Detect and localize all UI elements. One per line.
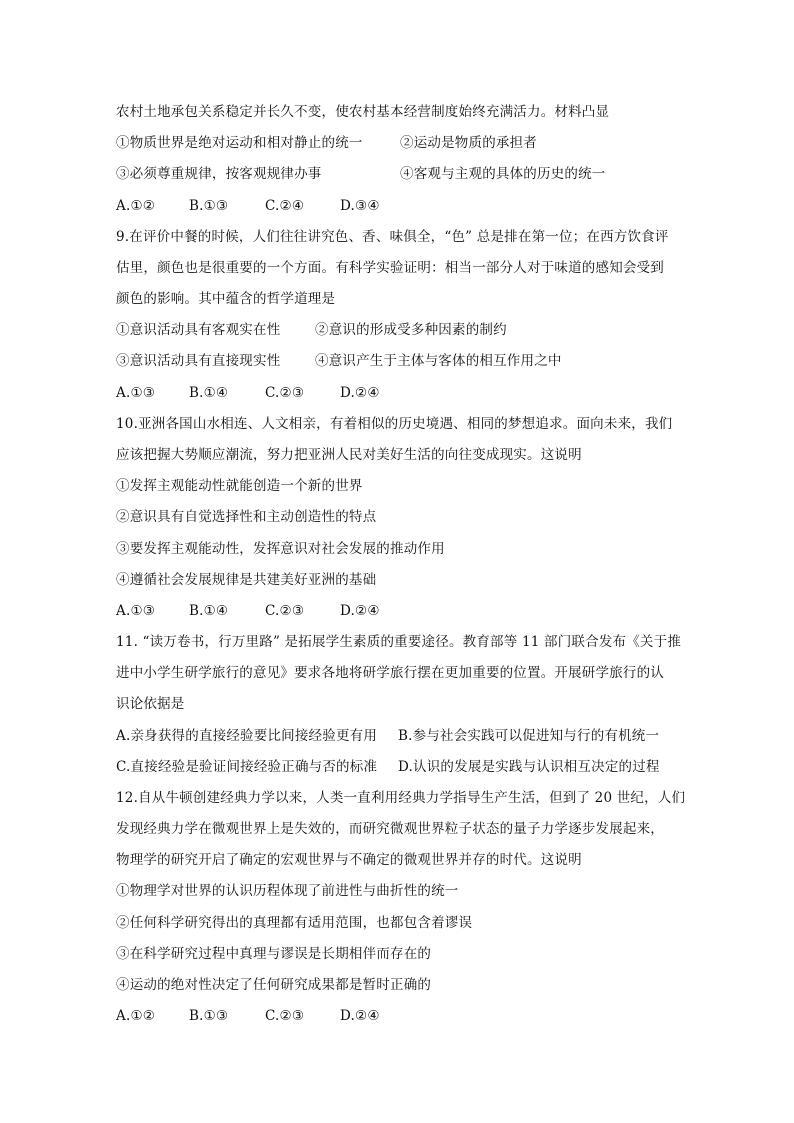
q9-statement-1: ①意识活动具有客观实在性 xyxy=(116,322,281,338)
q10-option-c: C.②③ xyxy=(265,603,305,619)
q11-option-c: C.直接经验是验证间接经验正确与否的标准 xyxy=(116,759,378,775)
q10-statement-1: ①发挥主观能动性就能创造一个新的世界 xyxy=(116,478,363,494)
q12-option-d: D.②④ xyxy=(340,1008,380,1024)
q10-statement-2: ②意识具有自觉选择性和主动创造性的特点 xyxy=(116,509,377,525)
q10-stem-line-1: 10.亚洲各国山水相连、人文相亲，有着相似的历史境遇、相同的梦想追求。面向未来，我们 xyxy=(116,416,673,432)
q10-option-a: A.①③ xyxy=(116,603,156,619)
q11-option-d: D.认识的发展是实践与认识相互决定的过程 xyxy=(398,759,660,775)
q12-stem-line-1: 12.自从牛顿创建经典力学以来，人类一直利用经典力学指导生产生活，但到了 20 世纪，人们 xyxy=(116,790,686,806)
q12-statement-1: ①物理学对世界的认识历程体现了前进性与曲折性的统一 xyxy=(116,883,459,899)
q9-statement-2: ②意识的形成受多种因素的制约 xyxy=(315,322,507,338)
q12-option-a: A.①② xyxy=(116,1008,156,1024)
q8-option-d: D.③④ xyxy=(340,198,380,214)
q11-stem-line-1: 11. “读万卷书，行万里路” 是拓展学生素质的重要途径。教育部等 11 部门联合发布《关于推 xyxy=(116,634,682,650)
q8-option-b: B.①③ xyxy=(189,198,229,214)
q10-option-d: D.②④ xyxy=(340,603,380,619)
q8-option-c: C.②④ xyxy=(265,198,305,214)
q10-statement-4: ④遵循社会发展规律是共建美好亚洲的基础 xyxy=(116,572,377,588)
q12-statement-3: ③在科学研究过程中真理与谬误是长期相伴而存在的 xyxy=(116,946,432,962)
q12-option-b: B.①③ xyxy=(189,1008,229,1024)
q11-stem-line-3: 识论依据是 xyxy=(116,696,185,712)
q11-stem-line-2: 进中小学生研学旅行的意见》要求各地将研学旅行摆在更加重要的位置。开展研学旅行的认 xyxy=(116,665,664,681)
q11-option-b: B.参与社会实践可以促进知与行的有机统一 xyxy=(398,728,660,744)
q9-stem-line-3: 颜色的影响。其中蕴含的哲学道理是 xyxy=(116,291,336,307)
q10-option-b: B.①④ xyxy=(189,603,229,619)
q9-statement-3: ③意识活动具有直接现实性 xyxy=(116,353,281,369)
q12-statement-2: ②任何科学研究得出的真理都有适用范围，也都包含着谬误 xyxy=(116,915,473,931)
q9-option-a: A.①③ xyxy=(116,385,156,401)
q12-option-c: C.②③ xyxy=(265,1008,305,1024)
q11-option-a: A.亲身获得的直接经验要比间接经验更有用 xyxy=(116,728,378,744)
q8-stem-line: 农村土地承包关系稳定并长久不变，使农村基本经营制度始终充满活力。材料凸显 xyxy=(116,104,610,120)
q8-statement-4: ④客观与主观的具体的历史的统一 xyxy=(400,166,606,182)
q8-option-a: A.①② xyxy=(116,198,156,214)
q12-stem-line-2: 发现经典力学在微观世界上是失效的，而研究微观世界粒子状态的量子力学逐步发展起来， xyxy=(116,821,664,837)
q9-stem-line-2: 估里，颜色也是很重要的一个方面。有科学实验证明：相当一部分人对于味道的感知会受到 xyxy=(116,260,664,276)
q9-option-b: B.①④ xyxy=(189,385,229,401)
q8-statement-3: ③必须尊重规律，按客观规律办事 xyxy=(116,166,322,182)
q10-stem-line-2: 应该把握大势顺应潮流，努力把亚洲人民对美好生活的向往变成现实。这说明 xyxy=(116,447,582,463)
q8-statement-1: ①物质世界是绝对运动和相对静止的统一 xyxy=(116,135,363,151)
q12-stem-line-3: 物理学的研究开启了确定的宏观世界与不确定的微观世界并存的时代。这说明 xyxy=(116,852,582,868)
q9-statement-4: ④意识产生于主体与客体的相互作用之中 xyxy=(315,353,562,369)
q10-statement-3: ③要发挥主观能动性，发挥意识对社会发展的推动作用 xyxy=(116,541,445,557)
q12-statement-4: ④运动的绝对性决定了任何研究成果都是暂时正确的 xyxy=(116,977,432,993)
q9-option-d: D.②④ xyxy=(340,385,380,401)
q9-stem-line-1: 9.在评价中餐的时候，人们往往讲究色、香、味俱全，“色” 总是排在第一位；在西方饮食评 xyxy=(116,229,669,245)
q8-statement-2: ②运动是物质的承担者 xyxy=(400,135,537,151)
q9-option-c: C.②③ xyxy=(265,385,305,401)
